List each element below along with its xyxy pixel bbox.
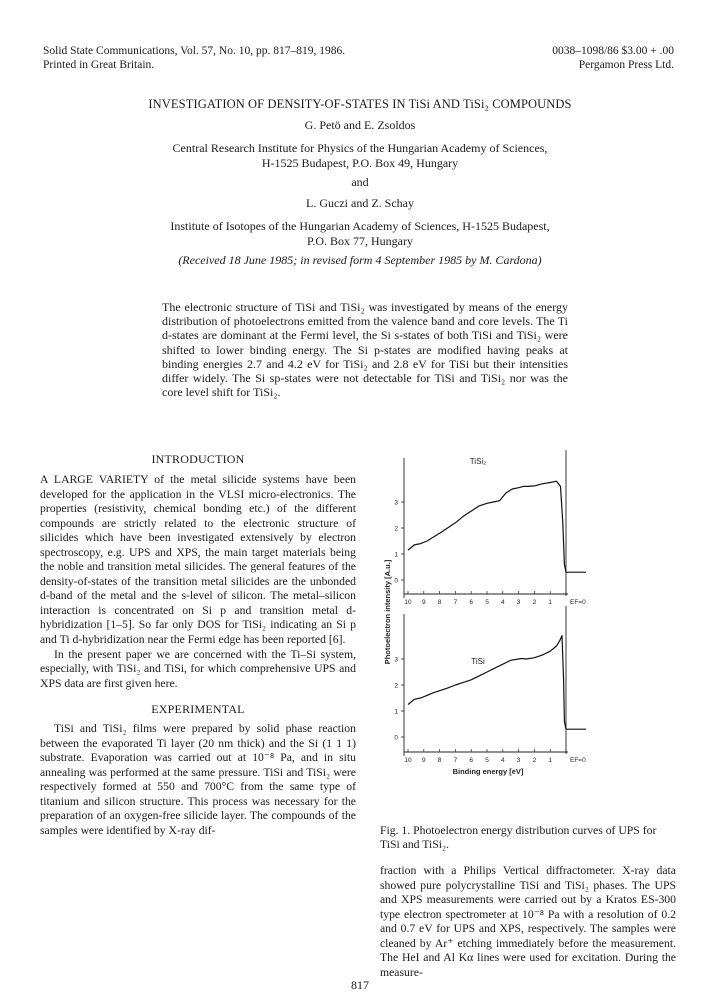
- x-tick-label: EF=0: [570, 599, 586, 606]
- journal-code: [552, 44, 674, 72]
- affiliation-line: Central Research Institute for Physics of the Hungarian Academy of Sciences,: [172, 141, 548, 155]
- x-tick-label: 1: [548, 599, 553, 606]
- y-tick-label: 1: [394, 551, 398, 559]
- x-tick-label: 3: [516, 599, 521, 606]
- experimental-body: [40, 722, 356, 838]
- affiliation-line: H-1525 Budapest, P.O. Box 49, Hungary: [261, 156, 459, 170]
- panel-label: TiSi: [471, 657, 485, 666]
- x-tick-label: 5: [485, 757, 489, 764]
- right-column-body: fraction with a Philips Vertical diffractometer. X-ray data showed pure polycrystalline TiSi and TiSi₂ phases. The UPS and XPS measurements were carried out by a Kratos ES-300 type electron spectrometer at 10⁻⁸ Pa with a resolution of 0.2 and 0.7 eV for UPS and XPS, respectively. The samples were cleaned by Ar⁺ etching immediately before the measurement. The HeI and Al Kα lines were used for excitation. During the measure-: [380, 864, 676, 979]
- x-tick-label: 2: [532, 599, 537, 606]
- x-tick-label: 8: [437, 757, 442, 764]
- section-heading-introduction: INTRODUCTION: [151, 452, 245, 466]
- x-tick-label: 8: [437, 599, 442, 606]
- affiliation-first: [40, 141, 680, 171]
- and-separator: and: [351, 175, 369, 189]
- y-axis-label: Photoelectron intensity [A.u.]: [383, 559, 392, 665]
- affiliation-line: P.O. Box 77, Hungary: [306, 234, 413, 248]
- x-tick-label: 9: [421, 757, 426, 764]
- printed-in-line: Printed in Great Britain.: [43, 59, 155, 71]
- x-tick-label: 6: [469, 757, 474, 764]
- authors-first: G. Petö and E. Zsoldos: [304, 118, 416, 132]
- x-tick-label: 6: [469, 599, 474, 606]
- received-dates: (Received 18 June 1985; in revised form 4 September 1985 by M. Cardona): [178, 253, 542, 267]
- paragraph: In the present paper we are concerned with the Ti–Si system, especially, with TiSi₂ and TiSi, for which comprehensive UPS and XPS data are first given here.: [40, 647, 356, 690]
- section-heading-experimental: EXPERIMENTAL: [151, 702, 245, 716]
- x-tick-label: 2: [532, 757, 537, 764]
- journal-citation: [43, 44, 345, 72]
- x-tick-label: EF=0: [570, 757, 586, 764]
- paper-title: INVESTIGATION OF DENSITY-OF-STATES IN TiSi AND TiSi₂ COMPOUNDS: [148, 97, 572, 111]
- figure-1-plot: [364, 446, 682, 832]
- x-axis-label: Binding energy [eV]: [452, 767, 524, 776]
- paragraph: A LARGE VARIETY of the metal silicide systems have been developed for the application in the VLSI micro-electronics. The properties (resistivity, chemical bonding etc.) of the different compounds are strictly related to the electronic structure of silicides which have been investigated extensively by electron spectroscopy, e.g. UPS and XPS, the main target materials being the noble and transition metal silicides. The general features of the density-of-states of the transition metal silicides are the unbonded d-band of the metal and the s-level of silicon. The metal–silicon interaction is concentrated on Si p and transition metal d-hybridization [1–5]. So far only DOS for TiSi₂ indicating an Si p and Ti d-hybridization near the Fermi edge has been reported [6].: [40, 473, 356, 647]
- figure-caption: Fig. 1. Photoelectron energy distribution curves of UPS for TiSi and TiSi₂.: [380, 824, 657, 851]
- journal-citation-line: Solid State Communications, Vol. 57, No. 10, pp. 817–819, 1986.: [43, 45, 346, 57]
- y-tick-label: 1: [394, 708, 398, 716]
- x-tick-label: 1: [548, 757, 553, 764]
- y-tick-label: 3: [394, 656, 398, 664]
- series-line-tisi: [408, 636, 566, 730]
- x-tick-label: 10: [404, 757, 412, 764]
- y-tick-label: 0: [394, 577, 398, 585]
- y-tick-label: 3: [394, 499, 398, 507]
- page-number: 817: [351, 978, 369, 992]
- y-tick-label: 0: [394, 734, 398, 742]
- y-tick-label: 2: [394, 682, 398, 690]
- introduction-body: [40, 473, 356, 691]
- affiliation-line: Institute of Isotopes of the Hungarian Academy of Sciences, H-1525 Budapest,: [170, 219, 550, 233]
- panel-label: TiSi₂: [469, 457, 487, 466]
- y-tick-label: 2: [394, 525, 398, 533]
- x-tick-label: 5: [485, 599, 489, 606]
- publisher: Pergamon Press Ltd.: [578, 59, 674, 71]
- x-tick-label: 7: [453, 599, 458, 606]
- x-tick-label: 4: [500, 757, 505, 764]
- x-tick-label: 4: [500, 599, 505, 606]
- paragraph: TiSi and TiSi₂ films were prepared by solid phase reaction between the evaporated Ti layer (20 nm thick) and the Si (1 1 1) substrate. Evaporation was carried out at 10⁻⁸ Pa, and in situ annealing was performed at the same pressure. TiSi and TiSi₂ were respectively formed at 550 and 700°C from the same type of titanium and silicon structure. This process was necessary for the preparation of an oxygen-free silicide layer. The compounds of the samples were identified by X-ray dif-: [40, 722, 356, 837]
- x-tick-label: 9: [421, 599, 426, 606]
- x-tick-label: 7: [453, 757, 458, 764]
- x-tick-label: 10: [404, 599, 412, 606]
- authors-second: L. Guczi and Z. Schay: [306, 196, 414, 210]
- issn-price: 0038–1098/86 $3.00 + .00: [552, 45, 674, 57]
- series-line-tisi2: [408, 481, 566, 572]
- x-tick-label: 3: [516, 757, 521, 764]
- abstract: The electronic structure of TiSi and TiSi₂ was investigated by means of the energy distribution of photoelectrons emitted from the valence band and core levels. The Ti d-states are dominant at the Fermi level, the Si s-states of both TiSi and TiSi₂ were shifted to lower binding energy. The Si p-states are modified having peaks at binding energies 2.7 and 4.2 eV for TiSi₂ and 2.8 eV for TiSi but their intensities differ widely. The Si sp-states were not detectable for TiSi and TiSi₂ nor was the core level shift for TiSi₂.: [162, 300, 568, 400]
- affiliation-second: [40, 219, 680, 249]
